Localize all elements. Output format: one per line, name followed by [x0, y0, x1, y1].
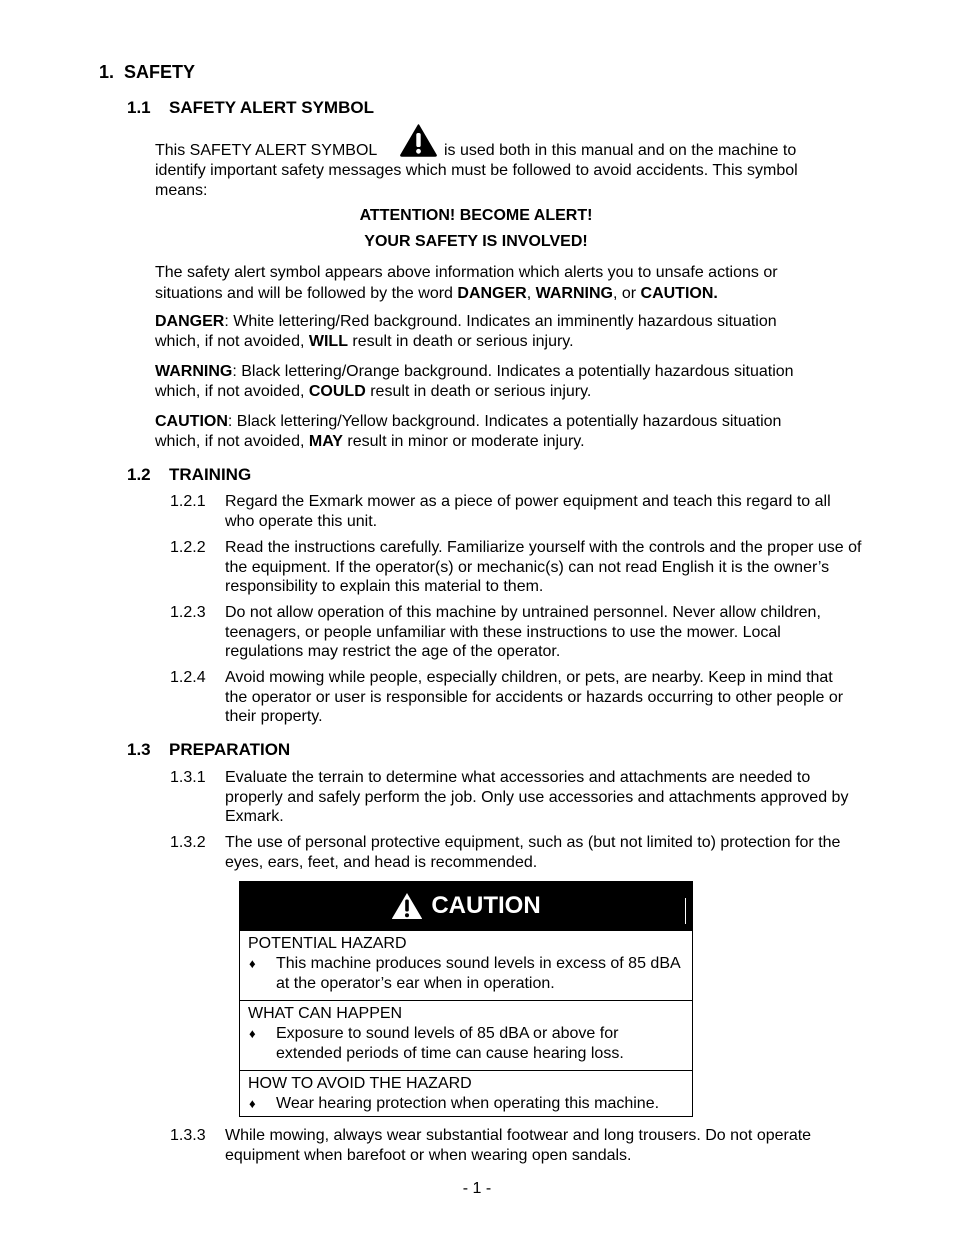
subsection-number: 1.3: [127, 740, 151, 759]
safety-alert-icon: [400, 124, 437, 163]
item-number: 1.3.3: [170, 1127, 206, 1144]
caution-definition: [155, 412, 855, 452]
danger-emphasis: WILL: [308, 333, 348, 350]
section-title: SAFETY: [124, 62, 196, 82]
diamond-bullet-icon: ♦: [249, 956, 256, 971]
caution-title: CAUTION: [431, 891, 541, 919]
p2-line2: [155, 283, 855, 304]
danger-text: which, if not avoided,: [155, 333, 309, 350]
item-text: Read the instructions carefully. Familiarize yourself with the controls and the proper use of the equipment. If the operator(s) or mechanic(s) can not read English it is the owner’s responsibility to explain this material to them.: [225, 539, 862, 595]
subsection-number: 1.2: [127, 465, 151, 484]
list-item: [170, 768, 865, 827]
item-number: 1.2.3: [170, 604, 206, 621]
p2-text: situations and will be followed by the word: [155, 285, 458, 302]
caution-label: CAUTION: [155, 413, 228, 430]
p1-line2: identify important safety messages which must be followed to avoid accidents. This symbol: [155, 162, 798, 179]
header-divider: [685, 898, 686, 924]
potential-hazard-section: [240, 930, 692, 1000]
item-number: 1.2.1: [170, 493, 206, 510]
p1-line3: means:: [155, 182, 208, 199]
attention-line: ATTENTION! BECOME ALERT!: [359, 207, 593, 224]
item-number: 1.3.1: [170, 769, 206, 786]
warning-text: : Black lettering/Orange background. Indicates a potentially hazardous situation: [232, 363, 794, 380]
safety-alert-icon: [391, 892, 423, 920]
hazard-heading: POTENTIAL HAZARD: [248, 935, 407, 952]
danger-definition: [155, 312, 855, 352]
warning-emphasis: COULD: [308, 383, 366, 400]
happen-text: Exposure to sound levels of 85 dBA or above for extended periods of time can cause hearing loss.: [276, 1025, 624, 1062]
p2-sep: , or: [612, 285, 641, 302]
diamond-bullet-icon: ♦: [249, 1096, 256, 1111]
list-item: [170, 492, 865, 531]
avoid-text: Wear hearing protection when operating this machine.: [276, 1095, 660, 1112]
caution-text: : Black lettering/Yellow background. Indicates a potentially hazardous situation: [227, 413, 782, 430]
caution-text: result in minor or moderate injury.: [342, 433, 585, 450]
item-text: Avoid mowing while people, especially children, or pets, are nearby. Keep in mind that the operator or user is responsible for accidents or hazards occurring to other people or their property.: [225, 669, 844, 725]
safety-involved-line: YOUR SAFETY IS INVOLVED!: [364, 233, 588, 250]
avoid-hazard-section: [240, 1070, 692, 1118]
hazard-text: This machine produces sound levels in excess of 85 dBA at the operator’s ear when in operation.: [276, 955, 680, 992]
caution-word: CAUTION.: [640, 285, 718, 302]
list-item: [170, 1126, 865, 1165]
happen-bullet: [248, 1024, 685, 1064]
danger-label: DANGER: [155, 313, 225, 330]
item-text: While mowing, always wear substantial footwear and long trousers. Do not operate equipment when barefoot or when wearing open sandals.: [225, 1127, 812, 1164]
item-text: Regard the Exmark mower as a piece of power equipment and teach this regard to all who operate this unit.: [225, 493, 831, 530]
page-number: - 1 -: [462, 1180, 492, 1197]
diamond-bullet-icon: ♦: [249, 1026, 256, 1041]
subsection-heading-1-1: [127, 98, 374, 118]
section-number: 1.: [99, 62, 115, 82]
list-item: [170, 538, 865, 597]
item-number: 1.2.4: [170, 669, 206, 686]
hazard-bullet: [248, 954, 685, 994]
p1-text-before: This SAFETY ALERT SYMBOL: [155, 142, 378, 159]
list-item: [170, 668, 865, 727]
signal-words-paragraph: [155, 262, 855, 304]
danger-word: DANGER: [457, 285, 527, 302]
danger-text: result in death or serious injury.: [347, 333, 574, 350]
caution-box: [239, 881, 693, 1117]
warning-definition: [155, 362, 855, 402]
warning-text: result in death or serious injury.: [365, 383, 592, 400]
caution-text: which, if not avoided,: [155, 433, 309, 450]
subsection-title: TRAINING: [169, 465, 252, 484]
avoid-bullet: [248, 1094, 685, 1114]
list-item: [170, 833, 865, 872]
subsection-heading-1-2: [127, 465, 251, 485]
alert-symbol-paragraph: [155, 124, 855, 201]
what-can-happen-section: [240, 1000, 692, 1070]
warning-text: which, if not avoided,: [155, 383, 309, 400]
list-item: [170, 603, 865, 662]
happen-heading: WHAT CAN HAPPEN: [248, 1005, 403, 1022]
warning-word: WARNING: [535, 285, 613, 302]
subsection-number: 1.1: [127, 98, 151, 117]
item-number: 1.3.2: [170, 834, 206, 851]
caution-header: [240, 882, 692, 930]
item-text: The use of personal protective equipment, such as (but not limited to) protection for the eyes, ears, feet, and head is recommended.: [225, 834, 841, 871]
subsection-title: PREPARATION: [169, 740, 291, 759]
item-text: Do not allow operation of this machine by untrained personnel. Never allow children, teenagers, or people unfamiliar with these instructions to use the mower. Local regulations may restrict the age of the operator.: [225, 604, 821, 660]
item-number: 1.2.2: [170, 539, 206, 556]
p2-sep: ,: [526, 285, 536, 302]
danger-text: : White lettering/Red background. Indicates an imminently hazardous situation: [224, 313, 777, 330]
item-text: Evaluate the terrain to determine what accessories and attachments are needed to properly and safely perform the job. Only use accessories and attachments approved by Exmark.: [225, 769, 849, 825]
subsection-heading-1-3: [127, 740, 290, 760]
avoid-heading: HOW TO AVOID THE HAZARD: [248, 1075, 472, 1092]
section-heading: [99, 62, 195, 83]
p2-line1: The safety alert symbol appears above information which alerts you to unsafe actions or: [155, 264, 778, 281]
p1-text-after: is used both in this manual and on the machine to: [444, 142, 797, 159]
warning-label: WARNING: [155, 363, 233, 380]
subsection-title: SAFETY ALERT SYMBOL: [169, 98, 374, 117]
caution-emphasis: MAY: [308, 433, 343, 450]
